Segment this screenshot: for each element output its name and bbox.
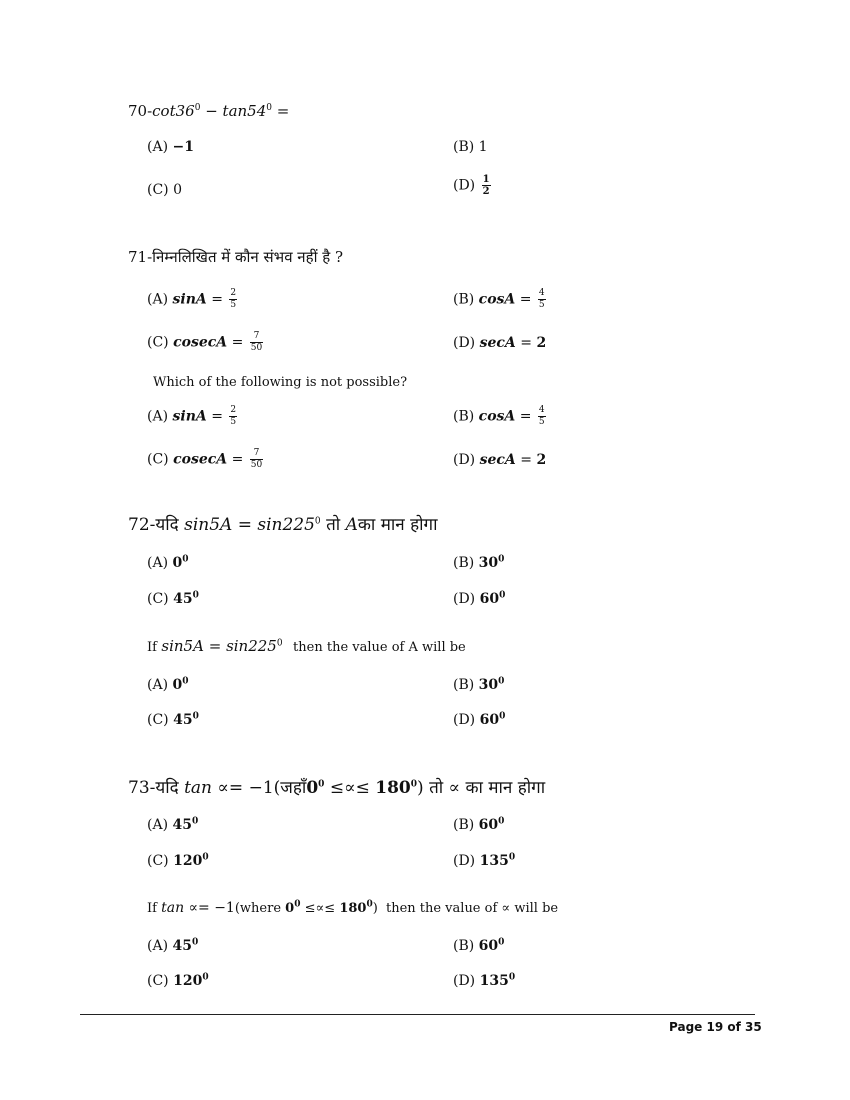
degree-sup: 0 bbox=[410, 779, 418, 790]
option-label: (D) bbox=[453, 712, 476, 728]
degree-sup: 0 bbox=[192, 711, 199, 722]
q70-option-c bbox=[147, 182, 182, 198]
english-text: (where bbox=[234, 901, 282, 916]
denominator: 5 bbox=[230, 300, 237, 310]
degree-sup: 0 bbox=[498, 676, 505, 687]
degree-sup: 0 bbox=[508, 852, 516, 863]
q71-option-a: (A) sinA = $\frac{2}{5}$ bbox=[147, 288, 237, 310]
degree-sup: 0 bbox=[192, 590, 199, 601]
hindi-text: (जहाँ bbox=[273, 778, 307, 798]
question-72-stem-hindi bbox=[128, 512, 438, 535]
option-label: (C) bbox=[147, 712, 169, 728]
degree-sup: 0 bbox=[182, 676, 189, 687]
option-label: (C) bbox=[147, 853, 169, 869]
q70-option-a bbox=[147, 139, 194, 155]
option-value: 45 bbox=[173, 712, 193, 728]
math-term: cosecA bbox=[173, 334, 228, 351]
option-value: 0 bbox=[173, 182, 183, 198]
question-73-stem-hindi bbox=[128, 775, 545, 798]
option-value: 120 bbox=[173, 973, 203, 989]
current-page: 19 bbox=[706, 1020, 724, 1034]
hindi-text: का मान होगा bbox=[465, 778, 546, 798]
math-value: 0 bbox=[306, 778, 319, 798]
option-label: (B) bbox=[453, 938, 475, 954]
math-operator: = bbox=[232, 515, 258, 535]
option-label: (C) bbox=[147, 451, 169, 468]
of-label: of bbox=[727, 1020, 741, 1034]
math-value: 2 bbox=[536, 452, 547, 468]
question-73-stem-english bbox=[147, 900, 558, 916]
fraction bbox=[538, 405, 546, 428]
option-value: 0 bbox=[172, 555, 183, 571]
option-label: (B) bbox=[453, 139, 475, 155]
option-label: (A) bbox=[147, 817, 169, 833]
question-71-stem-hindi bbox=[128, 247, 343, 267]
option-value: 60 bbox=[478, 817, 499, 833]
option-value: 135 bbox=[479, 973, 509, 989]
option-label: (A) bbox=[147, 291, 169, 308]
option-value: 0 bbox=[172, 677, 183, 693]
q73-option-c bbox=[147, 853, 209, 869]
option-label: (A) bbox=[147, 938, 169, 954]
math-operator: ≤∝≤ bbox=[300, 901, 340, 916]
option-label: (C) bbox=[147, 182, 169, 198]
degree-sup: 0 bbox=[191, 816, 199, 827]
denominator: 5 bbox=[538, 300, 545, 310]
question-number: 72- bbox=[128, 515, 156, 535]
option-label: (D) bbox=[453, 177, 476, 194]
option-label: (A) bbox=[147, 555, 169, 571]
hindi-text: यदि bbox=[155, 515, 179, 535]
degree-sup: 0 bbox=[266, 103, 272, 113]
q70-option-d bbox=[453, 174, 491, 197]
q73-en-option-c bbox=[147, 973, 209, 989]
numerator: 4 bbox=[538, 405, 545, 415]
degree-sup: 0 bbox=[202, 852, 209, 863]
option-value: 45 bbox=[172, 938, 192, 954]
hindi-text: तो ∝ bbox=[429, 778, 461, 798]
q73-en-option-a bbox=[147, 938, 198, 954]
numerator: 7 bbox=[250, 448, 263, 460]
page-label: Page bbox=[669, 1020, 703, 1034]
footer-divider bbox=[80, 1014, 755, 1015]
degree-sup: 0 bbox=[314, 516, 321, 527]
option-label: (B) bbox=[453, 408, 475, 425]
q72-option-a bbox=[147, 555, 189, 571]
q71-en-option-b: (B) cosA = $\frac{4}{5}$ bbox=[453, 405, 545, 427]
option-label: (B) bbox=[453, 555, 475, 571]
q72-option-b bbox=[453, 555, 504, 571]
fraction bbox=[229, 288, 237, 311]
q73-option-d bbox=[453, 853, 515, 869]
q73-en-option-d bbox=[453, 973, 515, 989]
math-value: 0 bbox=[285, 901, 295, 916]
option-label: (C) bbox=[147, 591, 169, 607]
question-number: 71- bbox=[128, 248, 153, 266]
option-value: 135 bbox=[479, 853, 509, 869]
q71-option-c: (C) cosecA = $\frac{7}{50}$ bbox=[147, 331, 263, 353]
denominator: 5 bbox=[230, 417, 237, 427]
fraction bbox=[250, 448, 263, 471]
paren: ) bbox=[372, 901, 378, 916]
degree-sup: 0 bbox=[499, 711, 506, 722]
math-term: sin225 bbox=[226, 637, 277, 655]
option-label: (D) bbox=[453, 452, 476, 468]
page-number bbox=[669, 1020, 762, 1034]
math-term: sinA bbox=[172, 408, 207, 425]
math-operator: = bbox=[203, 637, 227, 655]
question-text: निम्नलिखित में कौन संभव नहीं है ? bbox=[152, 248, 344, 266]
hindi-text: यदि bbox=[155, 778, 179, 798]
q72-option-d bbox=[453, 591, 505, 607]
option-value: 60 bbox=[479, 591, 500, 607]
math-operator: = bbox=[272, 102, 290, 120]
q71-en-option-d: (D) secA = 2 bbox=[453, 452, 547, 468]
english-text: then the value of ∝ will be bbox=[385, 901, 559, 916]
option-label: (A) bbox=[147, 408, 169, 425]
option-value: 1 bbox=[478, 139, 488, 155]
q72-option-c bbox=[147, 591, 199, 607]
q72-en-option-b bbox=[453, 677, 504, 693]
fraction bbox=[229, 405, 237, 428]
denominator: 5 bbox=[538, 417, 545, 427]
math-variable: A bbox=[345, 515, 358, 535]
math-term: sin5A bbox=[161, 637, 204, 655]
option-label: (C) bbox=[147, 973, 169, 989]
option-value: 45 bbox=[172, 817, 192, 833]
option-label: (D) bbox=[453, 853, 476, 869]
degree-sup: 0 bbox=[498, 937, 505, 948]
degree-sup: 0 bbox=[276, 638, 283, 649]
math-operator: − bbox=[200, 102, 223, 120]
math-term: sin225 bbox=[257, 515, 315, 535]
question-70-stem bbox=[128, 102, 289, 120]
q73-en-option-b bbox=[453, 938, 504, 954]
math-term: secA bbox=[479, 452, 516, 468]
hindi-text: का मान होगा bbox=[357, 515, 438, 535]
degree-sup: 0 bbox=[498, 554, 505, 565]
math-operator: ≤∝≤ bbox=[324, 778, 376, 798]
q71-en-option-a: (A) sinA = $\frac{2}{5}$ bbox=[147, 405, 237, 427]
degree-sup: 0 bbox=[318, 779, 325, 790]
math-term: sin5A bbox=[184, 515, 233, 535]
math-term: = −1 bbox=[198, 900, 235, 916]
fraction bbox=[538, 288, 546, 311]
english-text: then the value of A will be bbox=[293, 640, 466, 655]
q71-en-option-c: (C) cosecA = $\frac{7}{50}$ bbox=[147, 448, 263, 470]
q71-option-d: (D) secA = 2 bbox=[453, 335, 547, 351]
q70-option-b bbox=[453, 139, 488, 155]
english-text: If bbox=[147, 901, 157, 916]
question-71-stem-english: Which of the following is not possible? bbox=[153, 375, 408, 390]
option-label: (A) bbox=[147, 139, 169, 155]
math-term: sinA bbox=[172, 291, 207, 308]
option-value: 120 bbox=[173, 853, 203, 869]
option-value: 60 bbox=[478, 938, 499, 954]
denominator: 50 bbox=[250, 460, 263, 470]
q72-en-option-c bbox=[147, 712, 199, 728]
degree-sup: 0 bbox=[498, 816, 505, 827]
option-label: (B) bbox=[453, 677, 475, 693]
option-label: (D) bbox=[453, 591, 476, 607]
numerator: 2 bbox=[230, 405, 237, 415]
math-term: tan ∝ bbox=[161, 900, 199, 916]
degree-sup: 0 bbox=[202, 972, 209, 983]
degree-sup: 0 bbox=[191, 937, 199, 948]
math-term: secA bbox=[479, 335, 516, 351]
option-value: 60 bbox=[479, 712, 500, 728]
q73-option-b bbox=[453, 817, 504, 833]
degree-sup: 0 bbox=[366, 899, 373, 910]
question-72-stem-english bbox=[147, 637, 466, 655]
math-term: cot36 bbox=[152, 102, 195, 120]
math-value: 180 bbox=[339, 901, 367, 916]
option-label: (C) bbox=[147, 334, 169, 351]
option-value: 30 bbox=[478, 555, 499, 571]
option-label: (B) bbox=[453, 291, 475, 308]
denominator: 2 bbox=[482, 186, 490, 197]
degree-sup: 0 bbox=[182, 554, 189, 565]
math-term: tan ∝ bbox=[184, 778, 229, 798]
option-label: (D) bbox=[453, 335, 476, 351]
option-value: 45 bbox=[173, 591, 193, 607]
q71-option-b: (B) cosA = $\frac{4}{5}$ bbox=[453, 288, 545, 310]
math-value: 2 bbox=[536, 335, 547, 351]
option-label: (B) bbox=[453, 817, 475, 833]
degree-sup: 0 bbox=[294, 899, 301, 910]
math-term: cosecA bbox=[173, 451, 228, 468]
math-term: cosA bbox=[478, 408, 516, 425]
fraction bbox=[482, 174, 491, 197]
q73-option-a bbox=[147, 817, 198, 833]
option-value: −1 bbox=[172, 139, 194, 155]
q72-en-option-a bbox=[147, 677, 189, 693]
option-label: (A) bbox=[147, 677, 169, 693]
numerator: 7 bbox=[250, 331, 263, 343]
question-number: 70- bbox=[128, 102, 153, 120]
numerator: 2 bbox=[230, 288, 237, 298]
numerator: 1 bbox=[482, 174, 490, 185]
q72-en-option-d bbox=[453, 712, 505, 728]
option-value: 30 bbox=[478, 677, 499, 693]
degree-sup: 0 bbox=[508, 972, 516, 983]
fraction bbox=[250, 331, 263, 354]
option-label: (D) bbox=[453, 973, 476, 989]
numerator: 4 bbox=[538, 288, 545, 298]
question-number: 73- bbox=[128, 778, 156, 798]
paren: ) bbox=[417, 778, 424, 798]
degree-sup: 0 bbox=[194, 103, 201, 113]
english-text: If bbox=[147, 640, 157, 655]
math-term: tan54 bbox=[222, 102, 267, 120]
math-term: = −1 bbox=[228, 778, 274, 798]
total-pages: 35 bbox=[745, 1020, 762, 1034]
math-term: cosA bbox=[478, 291, 516, 308]
denominator: 50 bbox=[250, 343, 263, 353]
degree-sup: 0 bbox=[499, 590, 506, 601]
hindi-text: तो bbox=[326, 515, 341, 535]
math-value: 180 bbox=[375, 778, 411, 798]
